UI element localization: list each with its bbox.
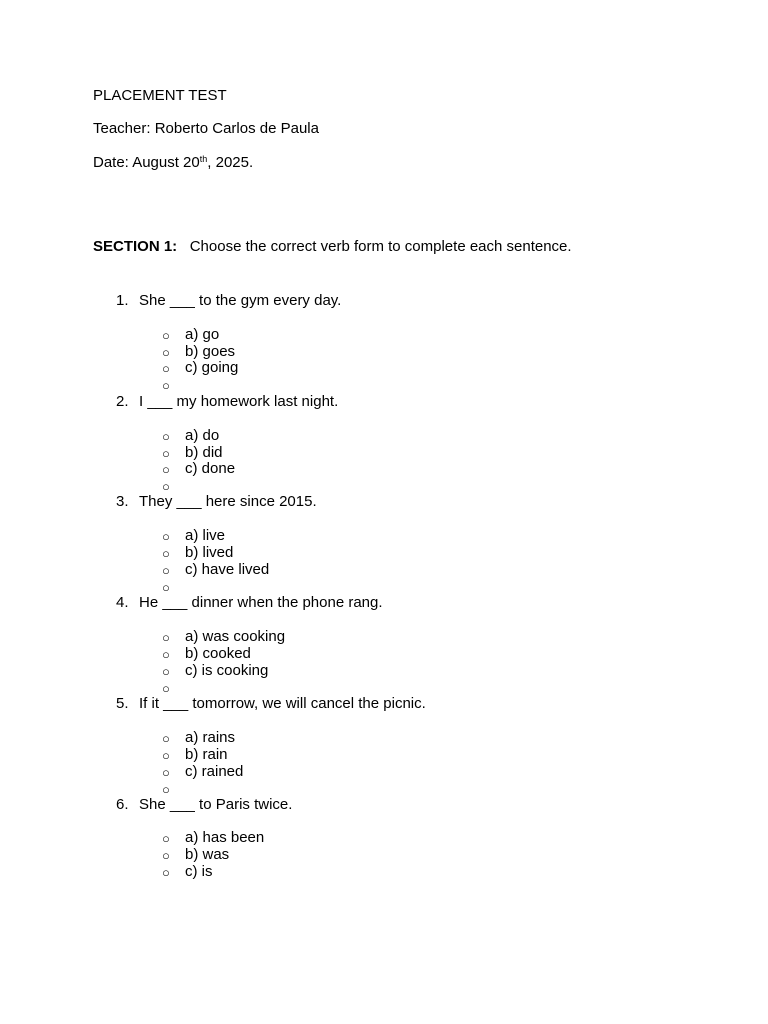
option-bullet-icon: ○	[162, 831, 170, 846]
option-bullet-icon: ○	[162, 345, 170, 360]
question-number: 2.	[116, 393, 129, 410]
option-bullet-icon: ○	[162, 731, 170, 746]
question-text: If it ___ tomorrow, we will cancel the picnic.	[139, 695, 426, 712]
question-number: 6.	[116, 796, 129, 813]
answer-option: a) do	[185, 427, 220, 444]
option-bullet-icon: ○	[162, 361, 170, 376]
empty-bullet-icon: ○	[162, 479, 170, 494]
date-ordinal-suffix: th	[199, 154, 208, 164]
answer-option: c) is	[185, 863, 213, 880]
answer-option: b) lived	[185, 544, 234, 561]
question-text: He ___ dinner when the phone rang.	[139, 594, 383, 611]
question-number: 5.	[116, 695, 129, 712]
question-number: 3.	[116, 493, 129, 510]
answer-option: b) cooked	[185, 645, 251, 662]
option-bullet-icon: ○	[162, 563, 170, 578]
question-text: She ___ to Paris twice.	[139, 796, 293, 813]
option-bullet-icon: ○	[162, 429, 170, 444]
option-bullet-icon: ○	[162, 630, 170, 645]
section-heading	[93, 238, 572, 255]
answer-option: b) was	[185, 846, 230, 863]
answer-option: c) going	[185, 359, 239, 376]
option-bullet-icon: ○	[162, 446, 170, 461]
option-bullet-icon: ○	[162, 546, 170, 561]
option-bullet-icon: ○	[162, 529, 170, 544]
option-bullet-icon: ○	[162, 664, 170, 679]
empty-bullet-icon: ○	[162, 378, 170, 393]
question-text: I ___ my homework last night.	[139, 393, 339, 410]
question-text: They ___ here since 2015.	[139, 493, 317, 510]
option-bullet-icon: ○	[162, 765, 170, 780]
answer-option: b) goes	[185, 343, 236, 360]
section-instruction: Choose the correct verb form to complete each sentence.	[189, 238, 572, 255]
option-bullet-icon: ○	[162, 462, 170, 477]
option-bullet-icon: ○	[162, 748, 170, 763]
answer-option: c) is cooking	[185, 662, 269, 679]
answer-option: c) rained	[185, 763, 244, 780]
question-text: She ___ to the gym every day.	[139, 292, 342, 309]
answer-option: a) was cooking	[185, 628, 286, 645]
option-bullet-icon: ○	[162, 848, 170, 863]
answer-option: b) did	[185, 444, 223, 461]
answer-option: a) live	[185, 527, 226, 544]
date-suffix: , 2025.	[207, 154, 254, 171]
option-bullet-icon: ○	[162, 647, 170, 662]
section-label: SECTION 1:	[93, 238, 178, 255]
question-number: 1.	[116, 292, 129, 309]
document-title: PLACEMENT TEST	[93, 87, 227, 104]
answer-option: a) rains	[185, 729, 236, 746]
date-prefix: Date: August 20	[93, 154, 200, 171]
teacher-line: Teacher: Roberto Carlos de Paula	[93, 120, 319, 137]
empty-bullet-icon: ○	[162, 580, 170, 595]
answer-option: a) go	[185, 326, 220, 343]
answer-option: c) have lived	[185, 561, 270, 578]
answer-option: a) has been	[185, 829, 265, 846]
empty-bullet-icon: ○	[162, 681, 170, 696]
answer-option: c) done	[185, 460, 236, 477]
option-bullet-icon: ○	[162, 328, 170, 343]
empty-bullet-icon: ○	[162, 782, 170, 797]
answer-option: b) rain	[185, 746, 228, 763]
question-number: 4.	[116, 594, 129, 611]
date-line	[93, 154, 253, 171]
option-bullet-icon: ○	[162, 865, 170, 880]
